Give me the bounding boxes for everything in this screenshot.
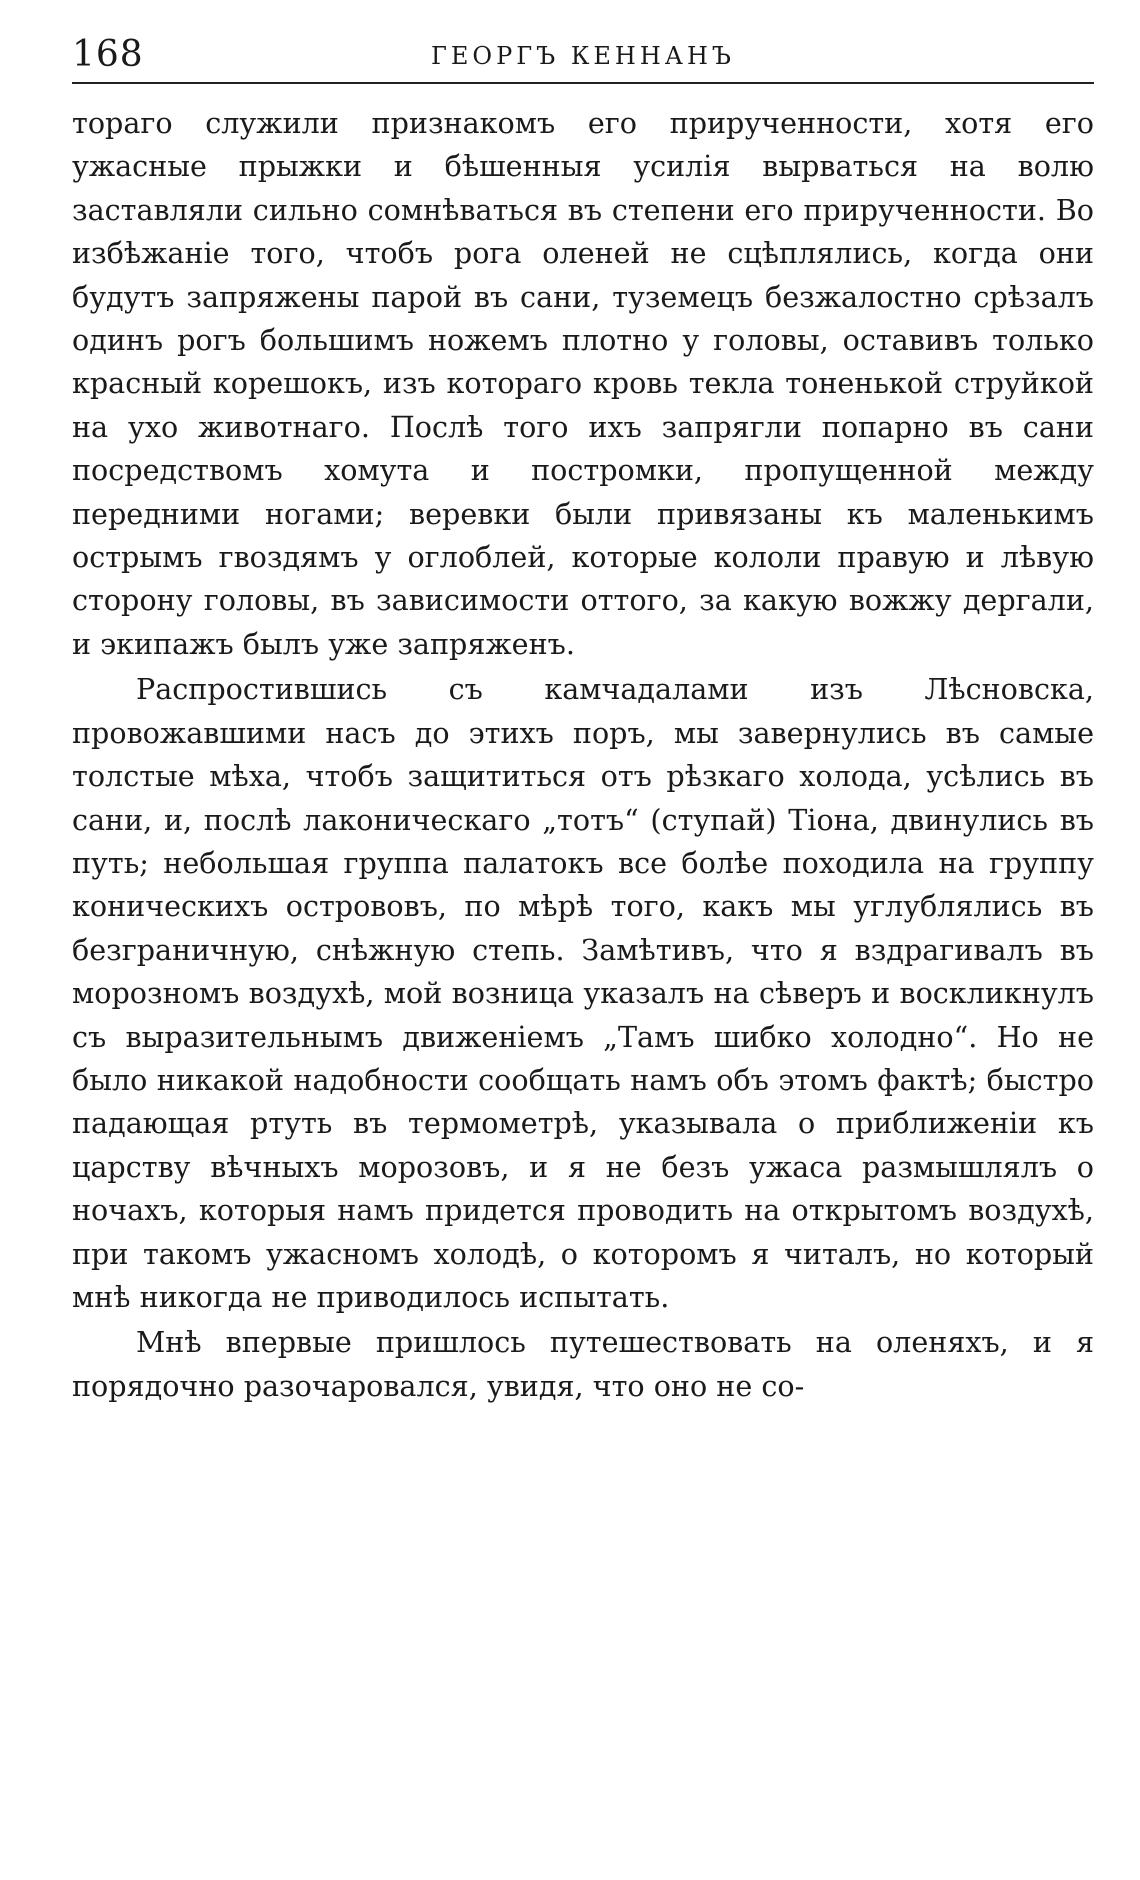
- running-header: [72, 24, 1094, 84]
- body-text: [72, 102, 1094, 1408]
- paragraph: Мнѣ впервые пришлось путешествовать на оленяхъ, и я порядочно разочаровался, увидя, что оно не со-: [72, 1325, 1094, 1403]
- page-number: 168: [72, 34, 144, 75]
- paragraph: Распростившись съ камчадалами изъ Лѣсновска, провожавшими насъ до этихъ поръ, мы завернулись въ самые толстые мѣха, чтобъ защититься отъ рѣзкаго холода, усѣлись въ сани, и, послѣ лаконическаго „тотъ“ (ступай) Тіона, двинулись въ путь; небольшая группа палатокъ все болѣе походила на группу коническихъ острововъ, по мѣрѣ того, какъ мы углублялись въ безграничную, снѣжную степь. Замѣтивъ, что я вздрагивалъ въ морозномъ воздухѣ, мой возница указалъ на сѣверъ и воскликнулъ съ выразительнымъ движеніемъ „Тамъ шибко холодно“. Но не было никакой надобности сообщать намъ объ этомъ фактѣ; быстро падающая ртуть въ термометрѣ, указывала о приближеніи къ царству вѣчныхъ морозовъ, и я не безъ ужаса размышлялъ о ночахъ, которыя намъ придется проводить на открытомъ воздухѣ, при такомъ ужасномъ холодѣ, о которомъ я читалъ, но который мнѣ никогда не приводилось испытать.: [72, 672, 1094, 1314]
- book-page: [72, 24, 1094, 1408]
- paragraph-continued: тораго служили признакомъ его прирученности, хотя его ужасные прыжки и бѣшенныя усилія вырваться на волю заставляли сильно сомнѣваться въ степени его прирученности. Во избѣжаніе того, чтобъ рога оленей не сцѣплялись, когда они будутъ запряжены парой въ сани, туземецъ безжалостно срѣзалъ одинъ рогъ большимъ ножемъ плотно у головы, оставивъ только красный корешокъ, изъ котораго кровь текла тоненькой струйкой на ухо животнаго. Послѣ того ихъ запрягли попарно въ сани посредствомъ хомута и постромки, пропущенной между передними ногами; веревки были привязаны къ маленькимъ острымъ гвоздямъ у оглоблей, которые кололи правую и лѣвую сторону головы, въ зависимости оттого, за какую вожжу дергали, и экипажъ былъ уже запряженъ.: [72, 106, 1094, 661]
- running-title: ГЕОРГЪ КЕННАНЪ: [431, 42, 735, 70]
